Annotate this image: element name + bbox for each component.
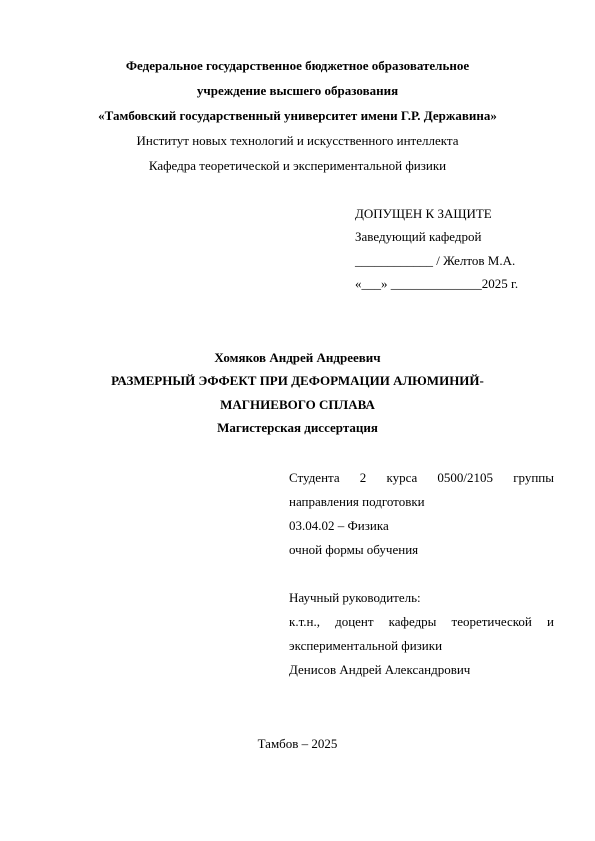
training-direction-code: 03.04.02 – Физика (289, 518, 389, 533)
university-name: «Тамбовский государственный университет имени Г.Р. Державина» (98, 108, 497, 123)
approval-date: «___» ______________2025 г. (355, 276, 519, 291)
approval-position: Заведующий кафедрой (355, 229, 482, 244)
approval-title: ДОПУЩЕН К ЗАЩИТЕ (355, 206, 492, 221)
course-word: курса (386, 470, 418, 485)
ministry-line-1: Федеральное государственное бюджетное образовательное (125, 58, 470, 73)
supervisor-rank: доцент (335, 614, 374, 629)
city-year: Тамбов – 2025 (257, 736, 338, 751)
supervisor-name: Денисов Андрей Александрович (289, 662, 471, 677)
author-name: Хомяков Андрей Андреевич (214, 350, 381, 365)
and-word: и (546, 614, 554, 629)
theoretical-word: теоретической (451, 614, 532, 629)
department-word: кафедры (388, 614, 437, 629)
student-course-line (289, 470, 554, 486)
group-word: группы (513, 470, 554, 485)
thesis-type: Магистерская диссертация (217, 420, 378, 435)
supervisor-label: Научный руководитель: (289, 590, 421, 605)
thesis-title-line-1: РАЗМЕРНЫЙ ЭФФЕКТ ПРИ ДЕФОРМАЦИИ АЛЮМИНИЙ- (111, 373, 484, 388)
group-number: 0500/2105 (437, 470, 494, 485)
student-word: Студента (289, 470, 340, 485)
study-form: очной формы обучения (289, 542, 419, 557)
approval-signature: ____________ / Желтов М.А. (355, 253, 516, 268)
supervisor-department: экспериментальной физики (289, 638, 443, 653)
ministry-line-2: учреждение высшего образования (196, 83, 399, 98)
course-number: 2 (359, 470, 367, 485)
training-direction-label: направления подготовки (289, 494, 425, 509)
supervisor-degree-line (289, 614, 554, 630)
thesis-title-line-2: МАГНИЕВОГО СПЛАВА (220, 397, 375, 412)
department-name: Кафедра теоретической и экспериментальной физики (148, 158, 447, 173)
supervisor-degree: к.т.н., (289, 614, 320, 629)
institute-name: Институт новых технологий и искусственного интеллекта (136, 133, 459, 148)
